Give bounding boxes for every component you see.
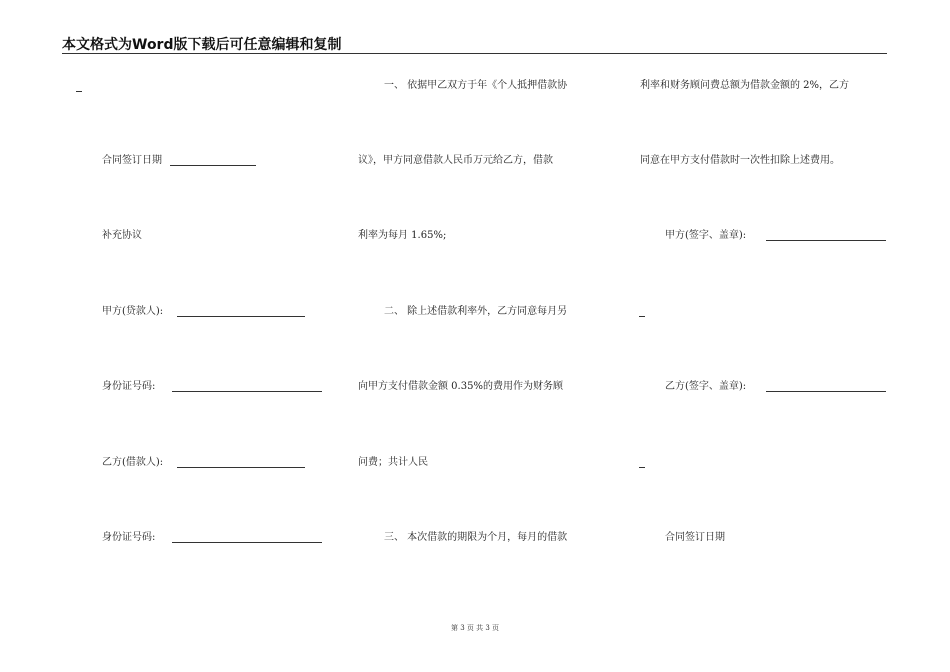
party-b-signature-line <box>766 391 886 392</box>
page-number-footer: 第 3 页 共 3 页 <box>450 624 500 632</box>
clause-3-line-1: 三、 本次借款的期限为个月，每月的借款 <box>384 532 568 543</box>
clause-2-line-3: 问费；共计人民 <box>358 457 428 468</box>
sign-date-label-right: 合同签订日期 <box>665 532 725 543</box>
sign-date-blank-line-left <box>170 165 256 166</box>
sign-date-label-left: 合同签订日期 <box>102 155 162 166</box>
right-column-dash-2 <box>639 467 645 468</box>
clause-1-line-3: 利率为每月 1.65%; <box>358 230 447 241</box>
clause-2-line-1: 二、 除上述借款利率外，乙方同意每月另 <box>384 306 568 317</box>
party-a-signature-label: 甲方(签字、盖章): <box>665 230 747 241</box>
header-divider <box>62 53 887 54</box>
clause-2-line-2: 向甲方支付借款金额 0.35%的费用作为财务顾 <box>358 381 563 392</box>
right-column-line-2: 同意在甲方支付借款时一次性扣除上述费用。 <box>640 155 840 166</box>
supplement-agreement-title: 补充协议 <box>102 230 142 241</box>
clause-1-line-2: 议》，甲方同意借款人民币万元给乙方，借款 <box>358 155 553 166</box>
right-column-dash-1 <box>639 316 645 317</box>
party-b-borrower-label: 乙方(借款人): <box>102 457 164 468</box>
id-number-label-a: 身份证号码: <box>102 381 156 392</box>
party-b-signature-label: 乙方(签字、盖章): <box>665 381 747 392</box>
party-a-lender-blank-line <box>177 316 305 317</box>
document-header-title: 本文格式为Word版下载后可任意编辑和复制 <box>62 37 342 53</box>
left-column-dash <box>76 91 82 92</box>
id-number-label-b: 身份证号码: <box>102 532 156 543</box>
id-number-blank-line-a <box>172 391 322 392</box>
clause-1-line-1: 一、 依据甲乙双方于年《个人抵押借款协 <box>384 80 568 91</box>
id-number-blank-line-b <box>172 542 322 543</box>
party-a-lender-label: 甲方(贷款人): <box>102 306 164 317</box>
party-b-borrower-blank-line <box>177 467 305 468</box>
right-column-line-1: 利率和财务顾问费总额为借款金额的 2%，乙方 <box>640 80 850 91</box>
party-a-signature-line <box>766 240 886 241</box>
